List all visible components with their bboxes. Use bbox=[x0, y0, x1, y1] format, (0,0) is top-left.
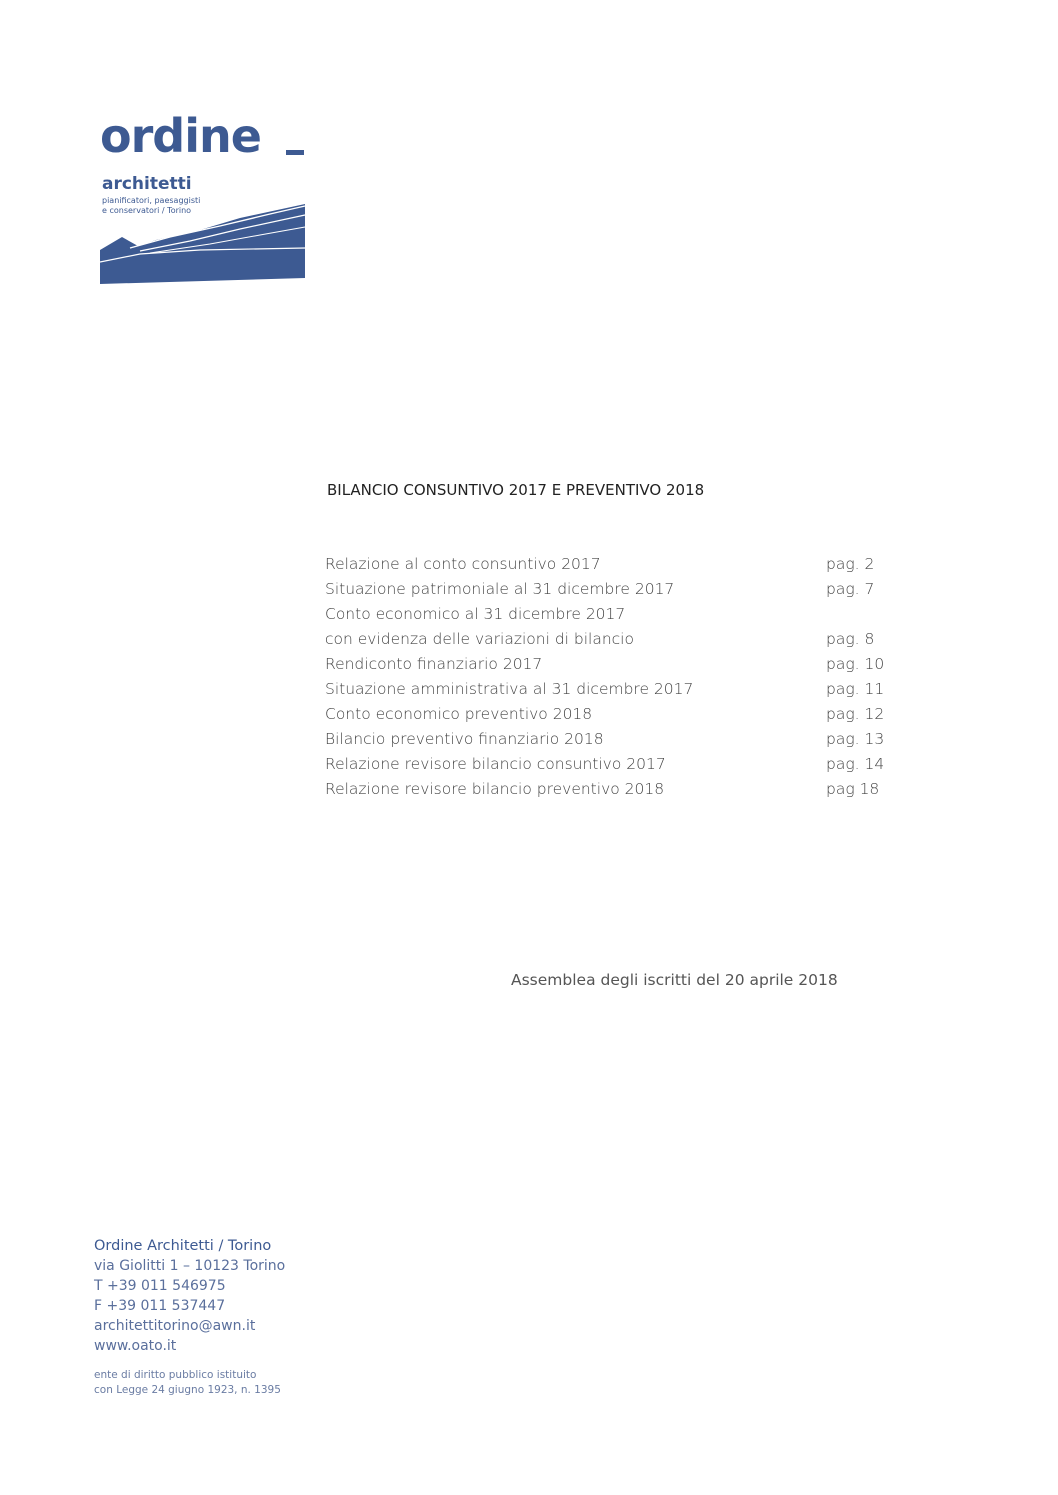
toc-row bbox=[325, 777, 895, 802]
logo-landscape-mark bbox=[100, 204, 310, 284]
footer-address: via Giolitti 1 – 10123 Torino bbox=[94, 1258, 286, 1274]
logo-subtitle: architetti bbox=[102, 174, 192, 194]
toc-row bbox=[325, 727, 895, 752]
toc-page: pag. 8 bbox=[826, 630, 875, 648]
document-title: BILANCIO CONSUNTIVO 2017 E PREVENTIVO 2018 bbox=[327, 481, 705, 499]
toc-row bbox=[325, 627, 895, 652]
logo-dash bbox=[286, 150, 304, 155]
toc-page: pag. 12 bbox=[826, 705, 885, 723]
toc-label: Rendiconto finanziario 2017 bbox=[325, 655, 543, 673]
toc-row bbox=[325, 752, 895, 777]
footer-legal-line-1: ente di diritto pubblico istituito bbox=[94, 1369, 257, 1381]
toc-label: Situazione amministrativa al 31 dicembre 2017 bbox=[325, 680, 694, 698]
toc-page: pag. 13 bbox=[826, 730, 885, 748]
footer-fax: F +39 011 537447 bbox=[94, 1298, 226, 1314]
toc-label: Conto economico preventivo 2018 bbox=[325, 705, 593, 723]
footer-legal bbox=[94, 1368, 394, 1398]
logo-small-line-2: e conservatori / Torino bbox=[102, 206, 192, 215]
toc-label: Relazione revisore bilancio preventivo 2018 bbox=[325, 780, 665, 798]
assembly-date: Assemblea degli iscritti del 20 aprile 2018 bbox=[511, 971, 838, 989]
toc-row bbox=[325, 702, 895, 727]
toc-label: Situazione patrimoniale al 31 dicembre 2017 bbox=[325, 580, 675, 598]
toc-label: Relazione al conto consuntivo 2017 bbox=[325, 555, 601, 573]
toc-page: pag 18 bbox=[826, 780, 880, 798]
logo-small-line-1: pianificatori, paesaggisti bbox=[102, 196, 201, 205]
footer-email: architettitorino@awn.it bbox=[94, 1318, 256, 1334]
footer-website: www.oato.it bbox=[94, 1338, 177, 1354]
toc-label: Bilancio preventivo finanziario 2018 bbox=[325, 730, 604, 748]
toc-row bbox=[325, 602, 895, 627]
toc-page: pag. 2 bbox=[826, 555, 875, 573]
toc-page: pag. 7 bbox=[826, 580, 875, 598]
toc-row bbox=[325, 552, 895, 577]
toc-page: pag. 14 bbox=[826, 755, 885, 773]
footer-phone: T +39 011 546975 bbox=[94, 1278, 226, 1294]
footer-legal-line-2: con Legge 24 giugno 1923, n. 1395 bbox=[94, 1384, 281, 1396]
toc-row bbox=[325, 677, 895, 702]
toc-row bbox=[325, 652, 895, 677]
footer-org-name: Ordine Architetti / Torino bbox=[94, 1238, 272, 1254]
toc-page: pag. 10 bbox=[826, 655, 885, 673]
logo-word: ordine bbox=[100, 109, 261, 163]
logo bbox=[100, 108, 320, 288]
toc-label: con evidenza delle variazioni di bilancio bbox=[325, 630, 634, 648]
toc-row bbox=[325, 577, 895, 602]
toc-page: pag. 11 bbox=[826, 680, 885, 698]
footer-contact bbox=[94, 1236, 394, 1398]
toc-label: Conto economico al 31 dicembre 2017 bbox=[325, 605, 626, 623]
toc-label: Relazione revisore bilancio consuntivo 2017 bbox=[325, 755, 666, 773]
table-of-contents bbox=[325, 552, 895, 802]
